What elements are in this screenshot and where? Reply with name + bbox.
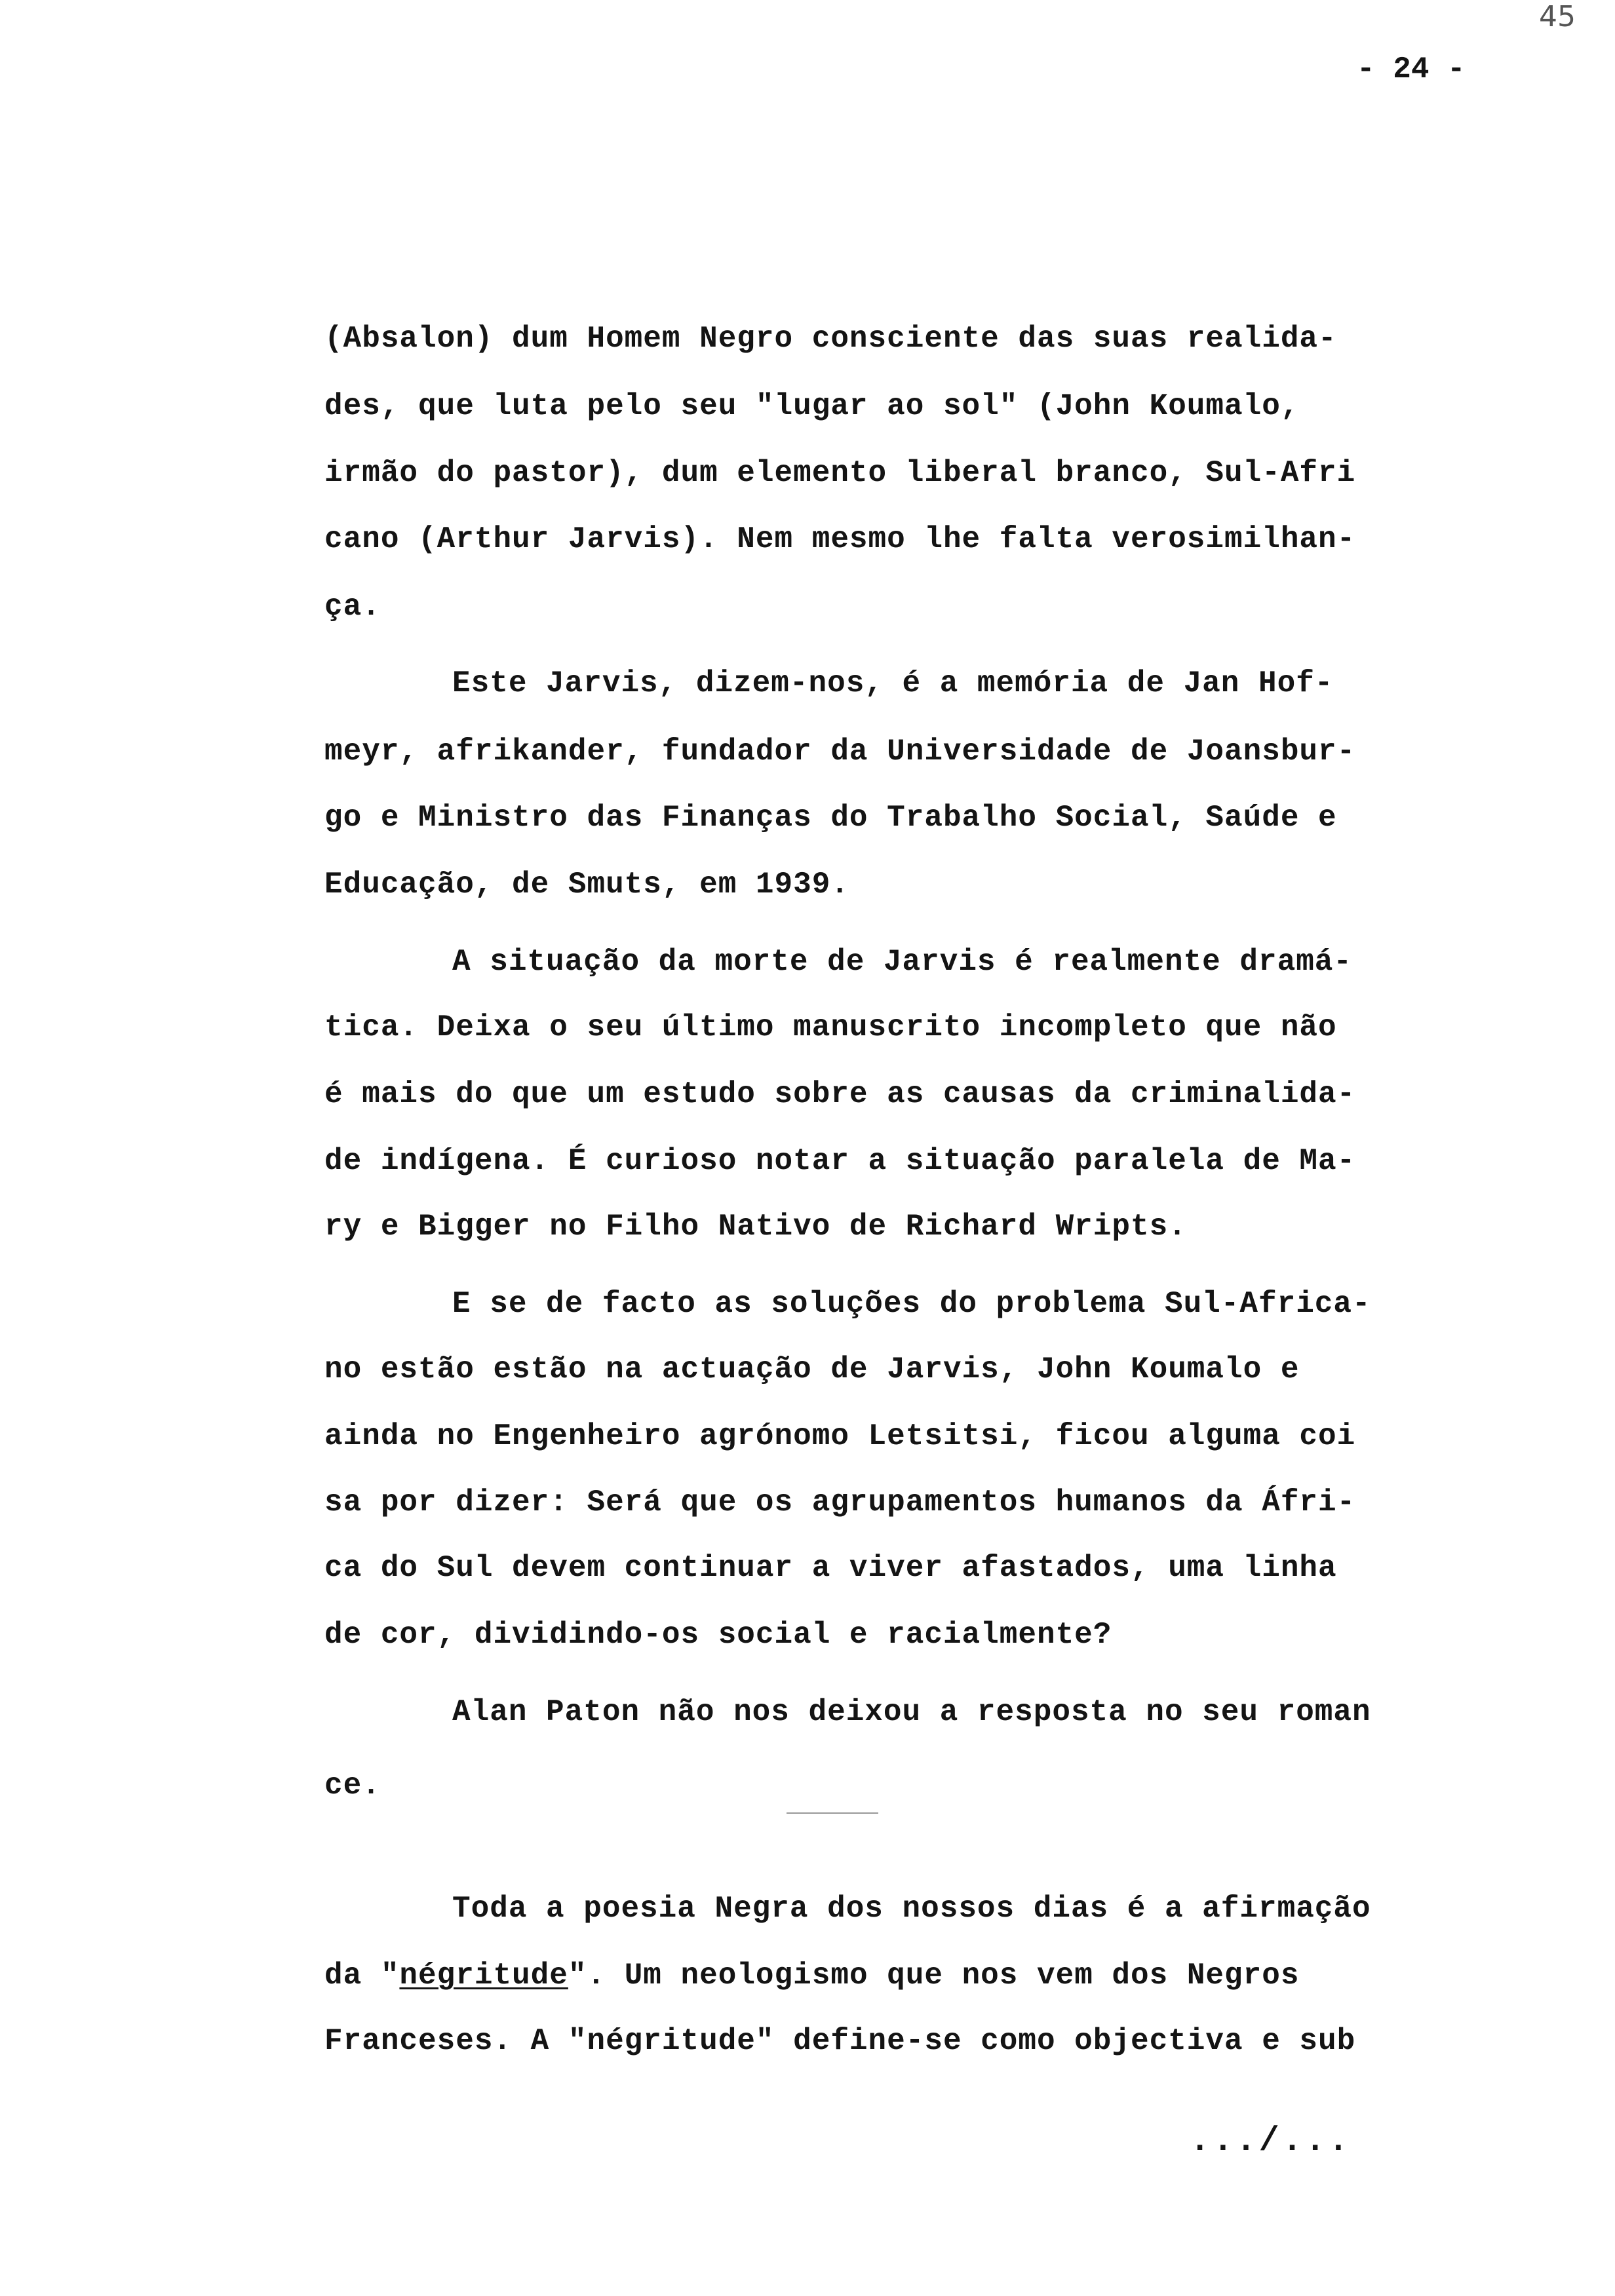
text-line: irmão do pastor), dum elemento liberal branco, Sul-Afri — [324, 456, 1356, 490]
text-line: ça. — [324, 590, 381, 624]
text-line: Toda a poesia Negra dos nossos dias é a afirmação — [452, 1892, 1371, 1926]
text-line: tica. Deixa o seu último manuscrito incompleto que não — [324, 1010, 1337, 1044]
text-line: ainda no Engenheiro agrónomo Letsitsi, ficou alguma coi — [324, 1419, 1356, 1453]
text-line: de cor, dividindo-os social e racialmente? — [324, 1618, 1112, 1652]
text-line: Franceses. A "négritude" define-se como objectiva e sub — [324, 2024, 1356, 2058]
handwritten-page-number: 45 — [1539, 0, 1576, 33]
continuation-mark: .../... — [1190, 2122, 1352, 2160]
text-line: sa por dizer: Será que os agrupamentos humanos da Áfri- — [324, 1485, 1356, 1520]
page-number: - 24 - — [1357, 52, 1466, 86]
text-line: ca do Sul devem continuar a viver afastados, uma linha — [324, 1551, 1337, 1585]
text-line: ce. — [324, 1769, 381, 1803]
text-line: cano (Arthur Jarvis). Nem mesmo lhe falta verosimilhan- — [324, 522, 1356, 556]
text-line: ry e Bigger no Filho Nativo de Richard Wripts. — [324, 1210, 1187, 1244]
text-segment: da " — [324, 1959, 400, 1993]
text-line: Alan Paton não nos deixou a resposta no seu roman — [452, 1695, 1371, 1729]
text-line: A situação da morte de Jarvis é realmente dramá- — [452, 945, 1353, 979]
text-line: (Absalon) dum Homem Negro consciente das suas realida- — [324, 322, 1337, 356]
text-line — [324, 1956, 1299, 1995]
text-line: Este Jarvis, dizem-nos, é a memória de Jan Hof- — [452, 666, 1334, 700]
text-segment: ". Um neologismo que nos vem dos Negros — [568, 1959, 1300, 1993]
text-line: é mais do que um estudo sobre as causas da criminalida- — [324, 1077, 1356, 1111]
stray-mark — [787, 1812, 878, 1814]
text-line: meyr, afrikander, fundador da Universidade de Joansbur- — [324, 735, 1356, 769]
text-line: go e Ministro das Finanças do Trabalho Social, Saúde e — [324, 801, 1337, 835]
text-line: des, que luta pelo seu "lugar ao sol" (John Koumalo, — [324, 389, 1300, 423]
underlined-term: négritude — [399, 1959, 568, 1993]
text-line: no estão estão na actuação de Jarvis, John Koumalo e — [324, 1352, 1300, 1387]
text-line: E se de facto as soluções do problema Sul-Africa- — [452, 1287, 1371, 1321]
text-line: de indígena. É curioso notar a situação paralela de Ma- — [324, 1144, 1356, 1178]
text-line: Educação, de Smuts, em 1939. — [324, 868, 849, 902]
